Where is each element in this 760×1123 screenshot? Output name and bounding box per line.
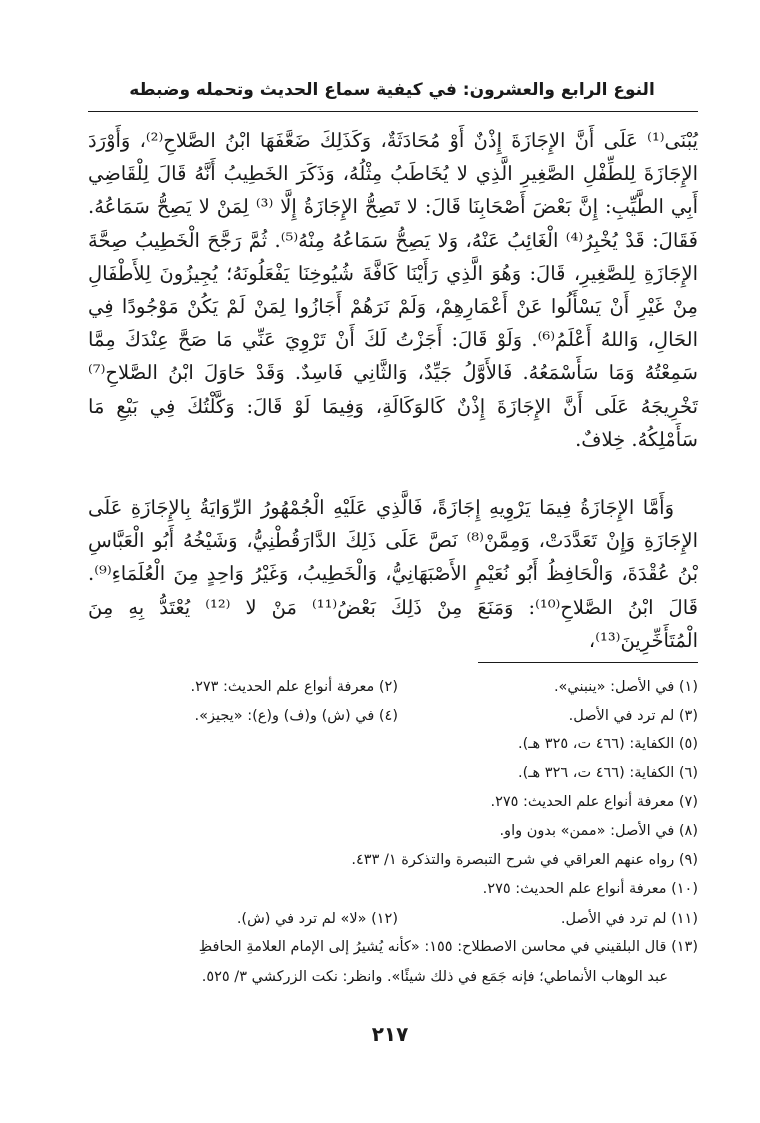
body-paragraph-2: وَأَمَّا الإِجَازَةُ فِيمَا يَرْوِيهِ إِجَازَةً، فَالَّذِي عَلَيْهِ الْجُمْهُورُ الرِّوَايَةُ بِالإِجَازَةِ عَلَى الإِجَازَةِ وَإِنْ تَعَدَّدَتْ، وَمِمَّنْ⁽⁸⁾ نَصَّ عَلَى ذَلِكَ الدَّارَقُطْنِيُّ، وَشَيْخُهُ أَبُو الْعَبَّاسِ بْنُ عُقْدَةَ، وَالْحَافِظُ أَبُو نُعَيْمٍ الأَصْبَهَانِيُّ، وَالْخَطِيبُ، وَغَيْرُ وَاحِدٍ مِنَ الْعُلَمَاءِ⁽⁹⁾. قَالَ ابْنُ الصَّلاحِ⁽¹⁰⁾: وَمَنَعَ مِنْ ذَلِكَ بَعْضُ⁽¹¹⁾ مَنْ لا ⁽¹²⁾ يُعْتَدُّ بِهِ مِنَ الْمُتَأَخِّرِينَ⁽¹³⁾، [88, 496, 699, 652]
footnote-1: (١) في الأصل: «ينبني». [553, 678, 698, 695]
footnote-8: (٨) في الأصل: «ممن» بدون واو. [499, 823, 698, 839]
footnote-row [88, 701, 698, 730]
footnote-11: (١١) لم ترد في الأصل. [560, 910, 698, 927]
footnote-7: (٧) معرفة أنواع علم الحديث: ٢٧٥. [490, 794, 698, 810]
footnote-3: (٣) لم ترد في الأصل. [568, 707, 698, 724]
footnote-row [88, 672, 698, 701]
footnote-2: (٢) معرفة أنواع علم الحديث: ٢٧٣. [190, 678, 398, 695]
running-title: النوع الرابع والعشرون: في كيفية سماع الحديث وتحمله وضبطه [129, 80, 655, 100]
footnote-6: (٦) الكفاية: (٤٦٦ ت، ٣٢٦ هـ). [518, 765, 698, 781]
footnote-9: (٩) رواه عنهم العراقي في شرح التبصرة والتذكرة ١/ ٤٣٣. [351, 852, 698, 868]
footnote-12: (١٢) «لا» لم ترد في (ش). [236, 910, 398, 927]
page-number: ٢١٧ [371, 1022, 409, 1046]
header-rule [88, 111, 698, 112]
footnote-4: (٤) في (ش) و(ف) و(ع): «يجيز». [194, 707, 398, 724]
footnote-5: (٥) الكفاية: (٤٦٦ ت، ٣٢٥ هـ). [518, 736, 698, 752]
footnotes [88, 672, 698, 993]
footnote-10: (١٠) معرفة أنواع علم الحديث: ٢٧٥. [482, 881, 698, 897]
footnote-13: (١٣) قال البلقيني في محاسن الاصطلاح: ١٥٥: «كأنه يُشيرُ إلى الإمام العلامةِ الحافظِ [198, 939, 698, 955]
body-paragraph-1: يُبْنَى⁽¹⁾ عَلَى أَنَّ الإِجَازَةَ إِذْنٌ أَوْ مُحَادَثَةٌ، وَكَذَلِكَ ضَعَّفَهَا ابْنُ الصَّلاحِ⁽²⁾، وَأَوْرَدَ الإِجَازَةَ لِلطِّفْلِ الصَّغِيرِ الَّذِي لا يُخَاطَبُ مِثْلُهُ، وَذَكَرَ الخَطِيبُ أَنَّهُ قَالَ لِلْقَاضِي أَبِي الطَّيِّبِ: إِنَّ بَعْضَ أَصْحَابِنَا قَالَ: لا تَصِحُّ الإِجَازَةُ إِلَّا ⁽³⁾ لِمَنْ لا يَصِحُّ سَمَاعُهُ. فَقَالَ: قَدْ يُخْبِرُ⁽⁴⁾ الْغَائِبُ عَنْهُ، وَلا يَصِحُّ سَمَاعُهُ مِنْهُ⁽⁵⁾. ثُمَّ رَجَّحَ الْخَطِيبُ صِحَّةَ الإِجَازَةِ لِلصَّغِيرِ، قَالَ: وَهُوَ الَّذِي رَأَيْنَا كَافَّةَ شُيُوخِنَا يَفْعَلُونَهُ؛ يُجِيزُونَ لِلأَطْفَالِ مِنْ غَيْرِ أَنْ يَسْأَلُوا عَنْ أَعْمَارِهِمْ، وَلَمْ نَرَهُمْ أَجَازُوا لِمَنْ لَمْ يَكُنْ مَوْجُودًا فِي الحَالِ، وَاللهُ أَعْلَمُ⁽⁶⁾. وَلَوْ قَالَ: أَجَزْتُ لَكَ أَنْ تَرْوِيَ عَنِّي مَا صَحَّ عِنْدَكَ مِمَّا سَمِعْتُهُ وَمَا سَأَسْمَعُهُ. فَالأَوَّلُ جَيِّدٌ، وَالثَّانِي فَاسِدٌ. وَقَدْ حَاوَلَ ابْنُ الصَّلاحِ⁽⁷⁾ تَخْرِيجَهُ عَلَى أَنَّ الإِجَازَةَ إِذْنٌ كَالوَكَالَةِ، وَفِيمَا لَوْ قَالَ: وَكَّلْتُكَ فِي بَيْعِ مَا سَأَمْلِكُهُ. خِلافٌ. [88, 129, 699, 451]
footnote-row [88, 904, 698, 933]
footnote-rule [478, 662, 698, 663]
footnote-13-continuation: عبد الوهاب الأنماطي؛ فإنه جَمَع في ذلك شيئًا». وانظر: نكت الزركشي ٣/ ٥٢٥. [201, 969, 668, 985]
